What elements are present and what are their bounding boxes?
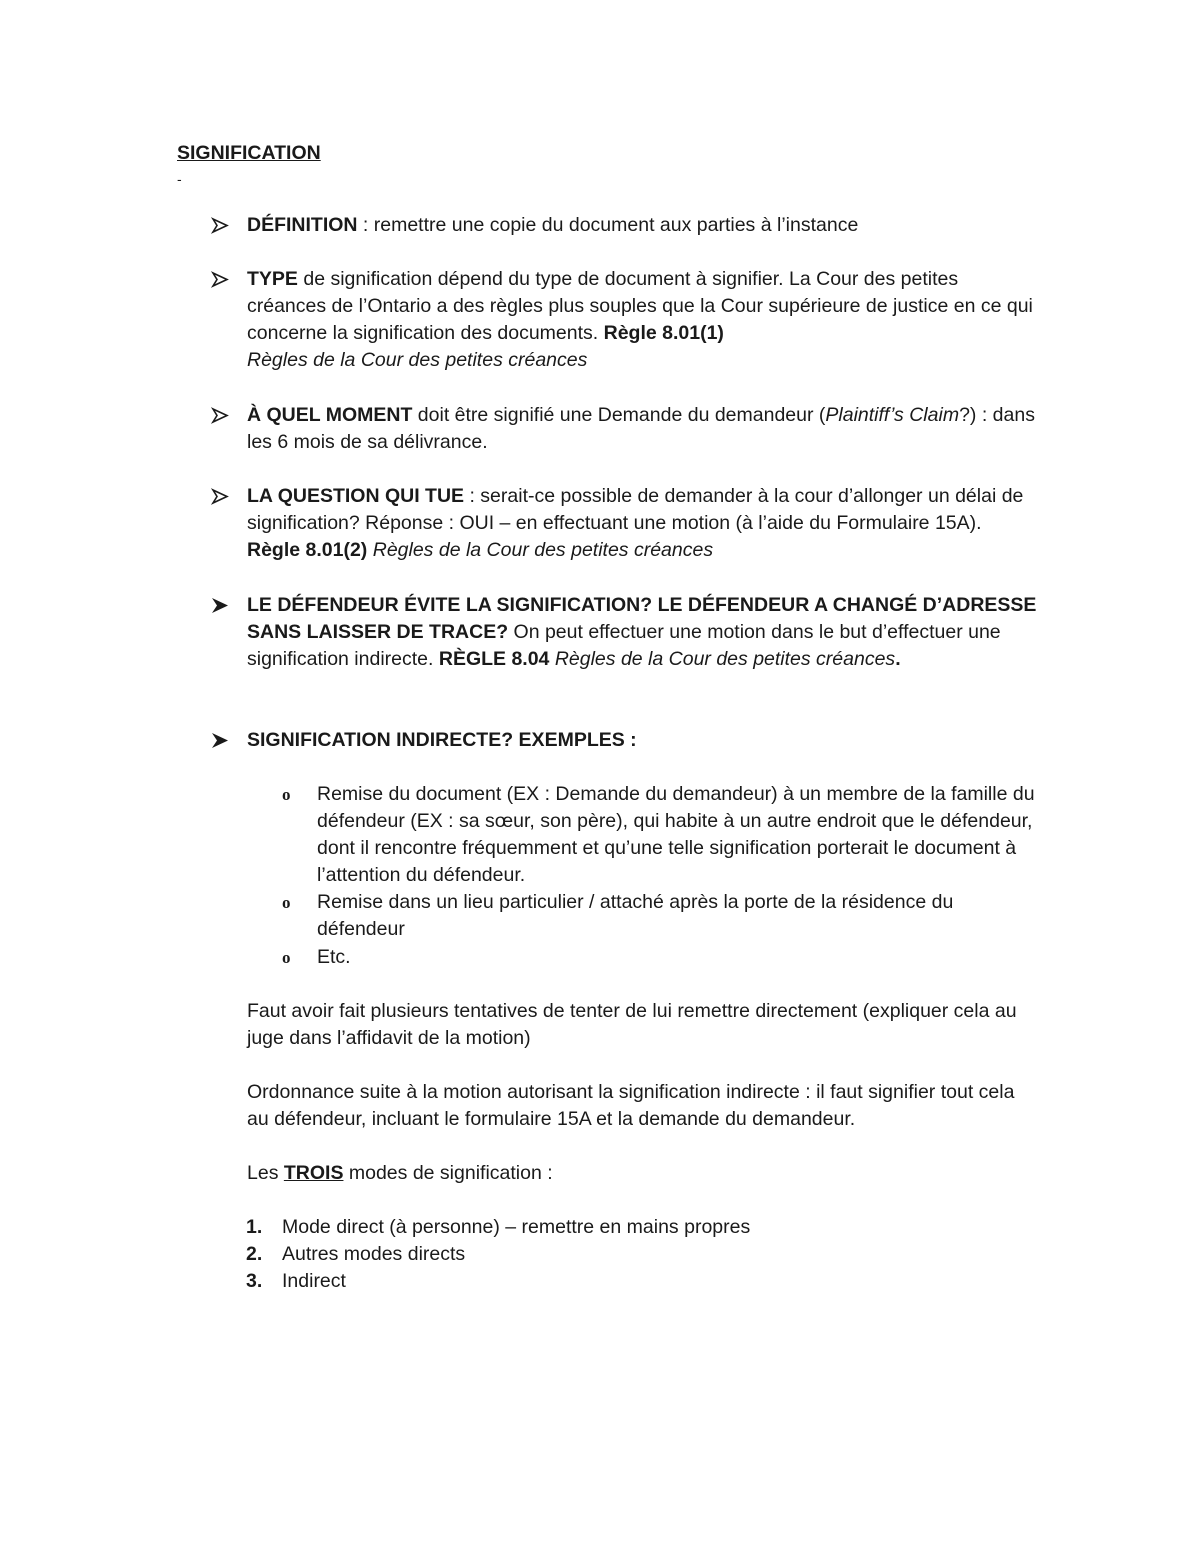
sub-list-item: Remise dans un lieu particulier / attaché après la porte de la résidence du défendeur xyxy=(317,891,954,940)
item-text: : remettre une copie du document aux parties à l’instance xyxy=(357,214,859,236)
list-item-definition xyxy=(247,212,1037,239)
mode-number: 2. xyxy=(246,1243,263,1265)
page-title: SIGNIFICATION xyxy=(177,142,321,164)
item-rule-source: Règles de la Cour des petites créances xyxy=(554,648,896,670)
item-rule: Règle 8.01(1) xyxy=(603,322,724,344)
list-item-defendeur xyxy=(247,592,1037,673)
item-lead: LE DÉFENDEUR ÉVITE LA SIGNIFICATION? LE DÉFENDEUR A CHANGÉ D’ADRESSE SANS LAISSER DE TRACE? xyxy=(247,594,1037,643)
modes-intro-before: Les xyxy=(247,1162,284,1184)
item-text: de signification dépend du type de document à signifier. La Cour des petites créances de l’Ontario a des règles plus souples que la Cour supérieure de justice en ce qui concerne la signification des documents. xyxy=(247,268,1033,344)
sub-list-item: Remise du document (EX : Demande du demandeur) à un membre de la famille du défendeur (EX : sa sœur, son père), qui habite à un autre endroit que le défendeur, dont il rencontre fréquemment et qu’une telle signification porterait le document à l’attention du défendeur. xyxy=(317,783,1035,886)
mode-item: Indirect xyxy=(282,1270,346,1292)
title-dash: - xyxy=(177,171,182,187)
paragraph-tentatives: Faut avoir fait plusieurs tentatives de tenter de lui remettre directement (expliquer cela au juge dans l’affidavit de la motion) xyxy=(247,1000,1017,1049)
item-lead: À QUEL MOMENT xyxy=(247,404,413,426)
paragraph-ordonnance: Ordonnance suite à la motion autorisant la signification indirecte : il faut signifier tout cela au défendeur, incluant le formulaire 15A et la demande du demandeur. xyxy=(247,1081,1015,1130)
mode-number: 1. xyxy=(246,1216,263,1238)
item-text: On peut effectuer une motion dans le but d’effectuer une signification indirecte. xyxy=(247,621,1001,670)
arrow-bullet-icon xyxy=(210,212,232,239)
modes-intro-emph: TROIS xyxy=(283,1162,344,1184)
arrow-bullet-icon xyxy=(210,402,232,429)
sub-list-item: Etc. xyxy=(317,946,351,968)
item-end: . xyxy=(895,648,901,670)
list-item-indirecte xyxy=(247,727,1037,754)
item-rule-source: Règles de la Cour des petites créances xyxy=(372,539,714,561)
modes-intro-after: modes de signification : xyxy=(343,1162,553,1184)
item-text: doit être signifié une Demande du demandeur ( xyxy=(412,404,826,426)
list-item-moment xyxy=(247,402,1037,456)
item-lead: TYPE xyxy=(247,268,298,290)
item-italic: Plaintiff’s Claim xyxy=(825,404,960,426)
item-lead: LA QUESTION QUI TUE xyxy=(247,485,465,507)
item-rule: RÈGLE 8.04 xyxy=(438,648,550,670)
item-lead: DÉFINITION xyxy=(247,214,358,236)
mode-item: Autres modes directs xyxy=(282,1243,466,1265)
arrow-bullet-icon xyxy=(210,266,232,293)
arrow-bullet-icon xyxy=(210,727,232,754)
mode-item: Mode direct (à personne) – remettre en mains propres xyxy=(282,1216,751,1238)
list-item-question xyxy=(247,483,1037,564)
sub-bullet-icon: o xyxy=(282,893,291,912)
item-text-after: ?) : dans les 6 mois de sa délivrance. xyxy=(247,404,1035,453)
arrow-bullet-icon xyxy=(210,592,232,619)
arrow-bullet-icon xyxy=(210,483,232,510)
item-text: : serait-ce possible de demander à la cour d’allonger un délai de signification? Réponse : OUI – en effectuant une motion (à l’aide du Formulaire 15A). xyxy=(247,485,1024,534)
item-rule: Règle 8.01(2) xyxy=(247,539,368,561)
mode-number: 3. xyxy=(246,1270,263,1292)
item-rule-source: Règles de la Cour des petites créances xyxy=(247,349,588,371)
list-item-type xyxy=(247,266,1037,374)
sub-bullet-icon: o xyxy=(282,785,291,804)
modes-intro xyxy=(247,1160,1037,1187)
sub-bullet-icon: o xyxy=(282,948,291,967)
item-lead: SIGNIFICATION INDIRECTE? EXEMPLES : xyxy=(247,729,637,751)
